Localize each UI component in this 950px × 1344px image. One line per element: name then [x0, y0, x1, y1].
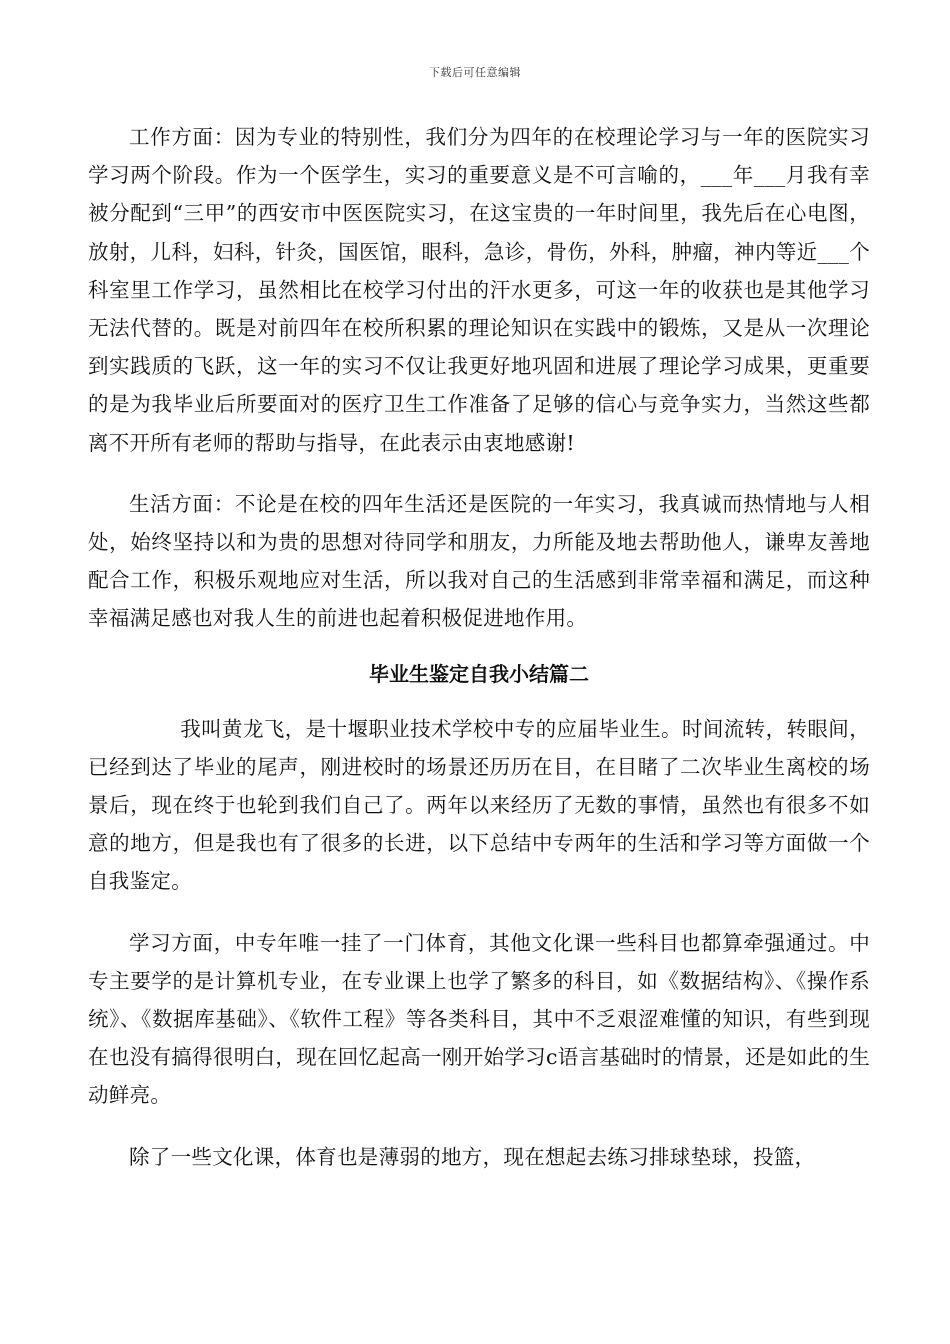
paragraph-work: 工作方面：因为专业的特别性，我们分为四年的在校理论学习与一年的医院实习学习两个阶段。作为一个医学生，实习的重要意义是不可言喻的，___年___月我有幸被分配到“三甲”的西安市中医医院实习，在这宝贵的一年时间里，我先后在心电图，放射，儿科，妇科，针灸，国医馆，眼科，急诊，骨伤，外科，肿瘤，神内等近___个科室里工作学习，虽然相比在校学习付出的汗水更多，可这一年的收获也是其他学习无法代替的。既是对前四年在校所积累的理论知识在实践中的锻炼，又是从一次理论到实践质的飞跃，这一年的实习不仅让我更好地巩固和进展了理论学习成果，更重要的是为我毕业后所要面对的医疗卫生工作准备了足够的信心与竞争实力，当然这些都离不开所有老师的帮助与指导，在此表示由衷地感谢!: [88, 125, 870, 455]
paragraph-study: 学习方面，中专年唯一挂了一门体育，其他文化课一些科目也都算牵强通过。中专主要学的是计算机专业，在专业课上也学了繁多的科目，如《数据结构》、《操作系统》、《数据库基础》、《软件工程》等各类科目，其中不乏艰涩难懂的知识，有些到现在也没有搞得很明白，现在回忆起高一刚开始学习c语言基础时的情景，还是如此的生动鲜亮。: [88, 930, 870, 1108]
document-body: [88, 118, 870, 1176]
header-note: 下载后可任意编辑: [429, 66, 521, 79]
paragraph-intro: 我叫黄龙飞，是十堰职业技术学校中专的应届毕业生。时间流转，转眼间，已经到达了毕业的尾声，刚进校时的场景还历历在目，在目睹了二次毕业生离校的场景后，现在终于也轮到我们自己了。两年以来经历了无数的事情，虽然也有很多不如意的地方，但是我也有了很多的长进，以下总结中专两年的生活和学习等方面做一个自我鉴定。: [88, 716, 870, 894]
paragraph-sports: 除了一些文化课，体育也是薄弱的地方，现在想起去练习排球垫球，投篮，: [129, 1144, 816, 1169]
paragraph-life: 生活方面：不论是在校的四年生活还是医院的一年实习，我真诚而热情地与人相处，始终坚持以和为贵的思想对待同学和朋友，力所能及地去帮助他人，谦卑友善地配合工作，积极乐观地应对生活，所以我对自己的生活感到非常幸福和满足，而这种幸福满足感也对我人生的前进也起着积极促进地作用。: [88, 491, 870, 631]
section-title: 毕业生鉴定自我小结篇二: [369, 661, 589, 686]
